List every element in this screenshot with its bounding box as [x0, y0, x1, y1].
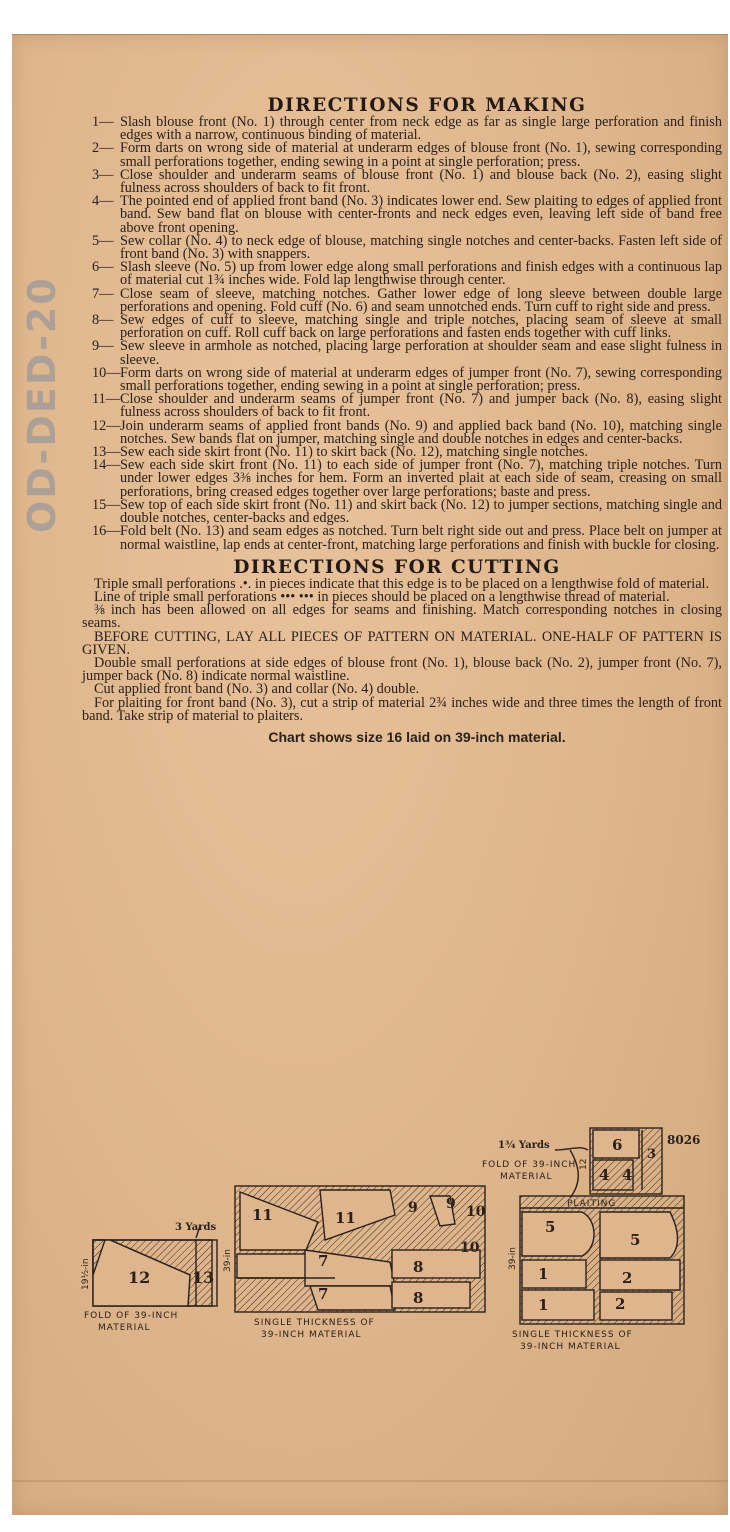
piece-5a: 5 — [545, 1218, 556, 1236]
step-number: 4— — [92, 193, 114, 210]
step-text: The pointed end of applied front band (No. 3) indicates lower end. Sew plaiting to edges of applied front band. Sew band flat on blouse with center-fronts and neck edges even, leaving left side of band free above front opening. — [120, 193, 722, 236]
step-number: 7— — [92, 285, 114, 302]
skirt-caption-2: MATERIAL — [98, 1323, 151, 1333]
step-number: 6— — [92, 259, 114, 276]
step-number: 15— — [92, 496, 121, 513]
small-caption-2: MATERIAL — [500, 1172, 553, 1182]
piece-1a: 1 — [538, 1265, 549, 1283]
jumper-caption-1: SINGLE THICKNESS OF — [254, 1318, 375, 1328]
piece-1b: 1 — [538, 1296, 549, 1314]
skirt-caption-1: FOLD OF 39-INCH — [84, 1311, 179, 1321]
small-caption-1: FOLD OF 39-INCH — [482, 1160, 577, 1170]
piece-2a: 2 — [622, 1269, 633, 1287]
piece-3: 3 — [647, 1147, 657, 1162]
step-text: Sew collar (No. 4) to neck edge of blouse, matching single notches and center-backs. Fasten left side of front band (No. 3) with snappers. — [120, 232, 722, 263]
cutting-paragraph: Triple small perforations .•. in pieces indicate that this edge is to be placed on a lengthwise fold of material. — [94, 575, 710, 592]
skirt-yards: 3 Yards — [175, 1222, 217, 1233]
step-text: Sew sleeve in armhole as notched, placing large perforation at shoulder seam and ease slight fulness in sleeve. — [120, 338, 722, 368]
piece-9b: 9 — [446, 1196, 456, 1212]
jumper-width: 39-in — [223, 1249, 233, 1272]
step-number: 1— — [92, 114, 114, 130]
piece-6: 6 — [612, 1136, 623, 1154]
step-number: 2— — [92, 140, 114, 157]
step-text: Form darts on wrong side of material at underarm edges of jumper front (No. 7), sewing corresponding small perforations together, ending sewing in a point at single perforation; press. — [120, 364, 722, 395]
blouse-caption-1: SINGLE THICKNESS OF — [512, 1330, 633, 1340]
skirt-width: 19½-in — [81, 1258, 91, 1290]
step-text: Slash blouse front (No. 1) through center from neck edge as far as single large perforation and finish edges with a narrow, continuous binding of material. — [120, 114, 722, 144]
piece-8a: 8 — [413, 1258, 424, 1276]
cutting-paragraph: For plaiting for front band (No. 3), cut a strip of material 2¾ inches wide and three times the length of front band. Take strip of material to plaiters. — [82, 694, 722, 724]
piece-5b: 5 — [630, 1231, 641, 1249]
piece-9a: 9 — [408, 1200, 418, 1216]
chart-note: Chart shows size 16 laid on 39-inch material. — [268, 728, 566, 745]
step-text: Sew edges of cuff to sleeve, matching single and triple notches, placing seam of sleeve at small perforation on cuff. Roll cuff back on large perforations and fasten ends together with cuff links. — [120, 312, 722, 342]
step-number: 3— — [92, 166, 114, 183]
stamp-mark: OD-DED-20 — [20, 276, 64, 534]
cutting-paragraph: Double small perforations at side edges of blouse front (No. 1), blouse back (No. 2), jumper front (No. 7), jumper back (No. 8) indicate normal waistline. — [82, 654, 722, 685]
cutting-paragraph: Cut applied front band (No. 3) and collar (No. 4) double. — [94, 681, 420, 698]
piece-10a: 10 — [466, 1204, 486, 1220]
piece-11b: 11 — [335, 1209, 356, 1227]
piece-12: 12 — [128, 1268, 151, 1287]
small-width: 12 — [579, 1158, 589, 1170]
step-text: Sew each side skirt front (No. 11) to each side of jumper front (No. 7), matching triple notches. Turn under lower edges 3⅜ inches for hem. Form an inverted plait at each side of seam, creasing on small perforations, bring creased edges together over large perforations; baste and press. — [120, 457, 722, 500]
step-number: 9— — [92, 338, 114, 355]
layout-skirt — [93, 1226, 217, 1306]
plaiting-label: PLAITING — [567, 1199, 617, 1209]
making-title: DIRECTIONS FOR MAKING — [267, 95, 587, 116]
piece-2b: 2 — [615, 1295, 626, 1313]
step-number: 8— — [92, 312, 114, 329]
step-number: 13— — [92, 444, 121, 461]
piece-11a: 11 — [252, 1206, 273, 1224]
step-number: 5— — [92, 232, 114, 249]
step-number: 12— — [92, 417, 121, 434]
step-number: 10— — [92, 364, 121, 381]
cutting-paragraph: BEFORE CUTTING, LAY ALL PIECES OF PATTERN ON MATERIAL. ONE-HALF OF PATTERN IS GIVEN. — [82, 628, 722, 658]
pattern-number: 8026 — [667, 1133, 701, 1147]
step-number: 14— — [92, 457, 121, 474]
cutting-paragraph: ⅜ inch has been allowed on all edges for seams and finishing. Match corresponding notches in closing seams. — [82, 602, 722, 632]
small-yards: 1¾ Yards — [498, 1140, 550, 1151]
step-text: Slash sleeve (No. 5) up from lower edge along small perforations and finish edges with a continuous lap of material cut 1¾ inches wide. Fold lap lengthwise through center. — [120, 259, 722, 289]
step-text: Sew top of each side skirt front (No. 11) and skirt back (No. 12) to jumper sections, matching single and double notches, center-backs and edges. — [120, 496, 722, 527]
piece-8b: 8 — [413, 1289, 424, 1307]
step-text: Join underarm seams of applied front bands (No. 9) and applied back band (No. 10), matching single notches. Sew bands flat on jumper, matching single and double notches in edges and center-backs. — [120, 417, 722, 447]
piece-7a: 7 — [318, 1252, 329, 1270]
piece-4b: 4 — [622, 1166, 633, 1184]
step-text: Close shoulder and underarm seams of jumper front (No. 7) and jumper back (No. 8), easing slight fulness across shoulders of back to fit front. — [120, 391, 722, 421]
piece-7b: 7 — [318, 1285, 329, 1303]
step-text: Close seam of sleeve, matching notches. Gather lower edge of long sleeve between double large perforations and opening. Fold cuff (No. 6) and seam unnotched ends. Turn cuff to right side and press. — [120, 285, 722, 315]
blouse-width: 39-in — [508, 1247, 518, 1270]
step-number: 16— — [92, 523, 121, 540]
piece-4a: 4 — [599, 1166, 610, 1184]
step-text: Form darts on wrong side of material at underarm edges of blouse front (No. 1), sewing corresponding small perforations together, ending sewing in a point at single perforation; press. — [120, 140, 722, 170]
piece-10b: 10 — [460, 1240, 480, 1256]
step-text: Close shoulder and underarm seams of blouse front (No. 1) and blouse back (No. 2), easing slight fulness across shoulders of back to fit front. — [120, 166, 722, 197]
jumper-caption-2: 39-INCH MATERIAL — [261, 1330, 362, 1340]
step-text: Sew each side skirt front (No. 11) to skirt back (No. 12), matching single notches. — [120, 444, 588, 461]
blouse-caption-2: 39-INCH MATERIAL — [520, 1342, 621, 1352]
cutting-paragraph: Line of triple small perforations ••• ••• in pieces should be placed on a lengthwise thread of material. — [94, 588, 670, 605]
step-number: 11— — [92, 391, 121, 408]
cutting-title: DIRECTIONS FOR CUTTING — [233, 556, 561, 578]
piece-13: 13 — [192, 1268, 215, 1287]
step-text: Fold belt (No. 13) and seam edges as notched. Turn belt right side out and press. Place belt on jumper at normal waistline, lap ends at center-front, matching large perforations and finish with buckle for closing. — [120, 523, 722, 553]
